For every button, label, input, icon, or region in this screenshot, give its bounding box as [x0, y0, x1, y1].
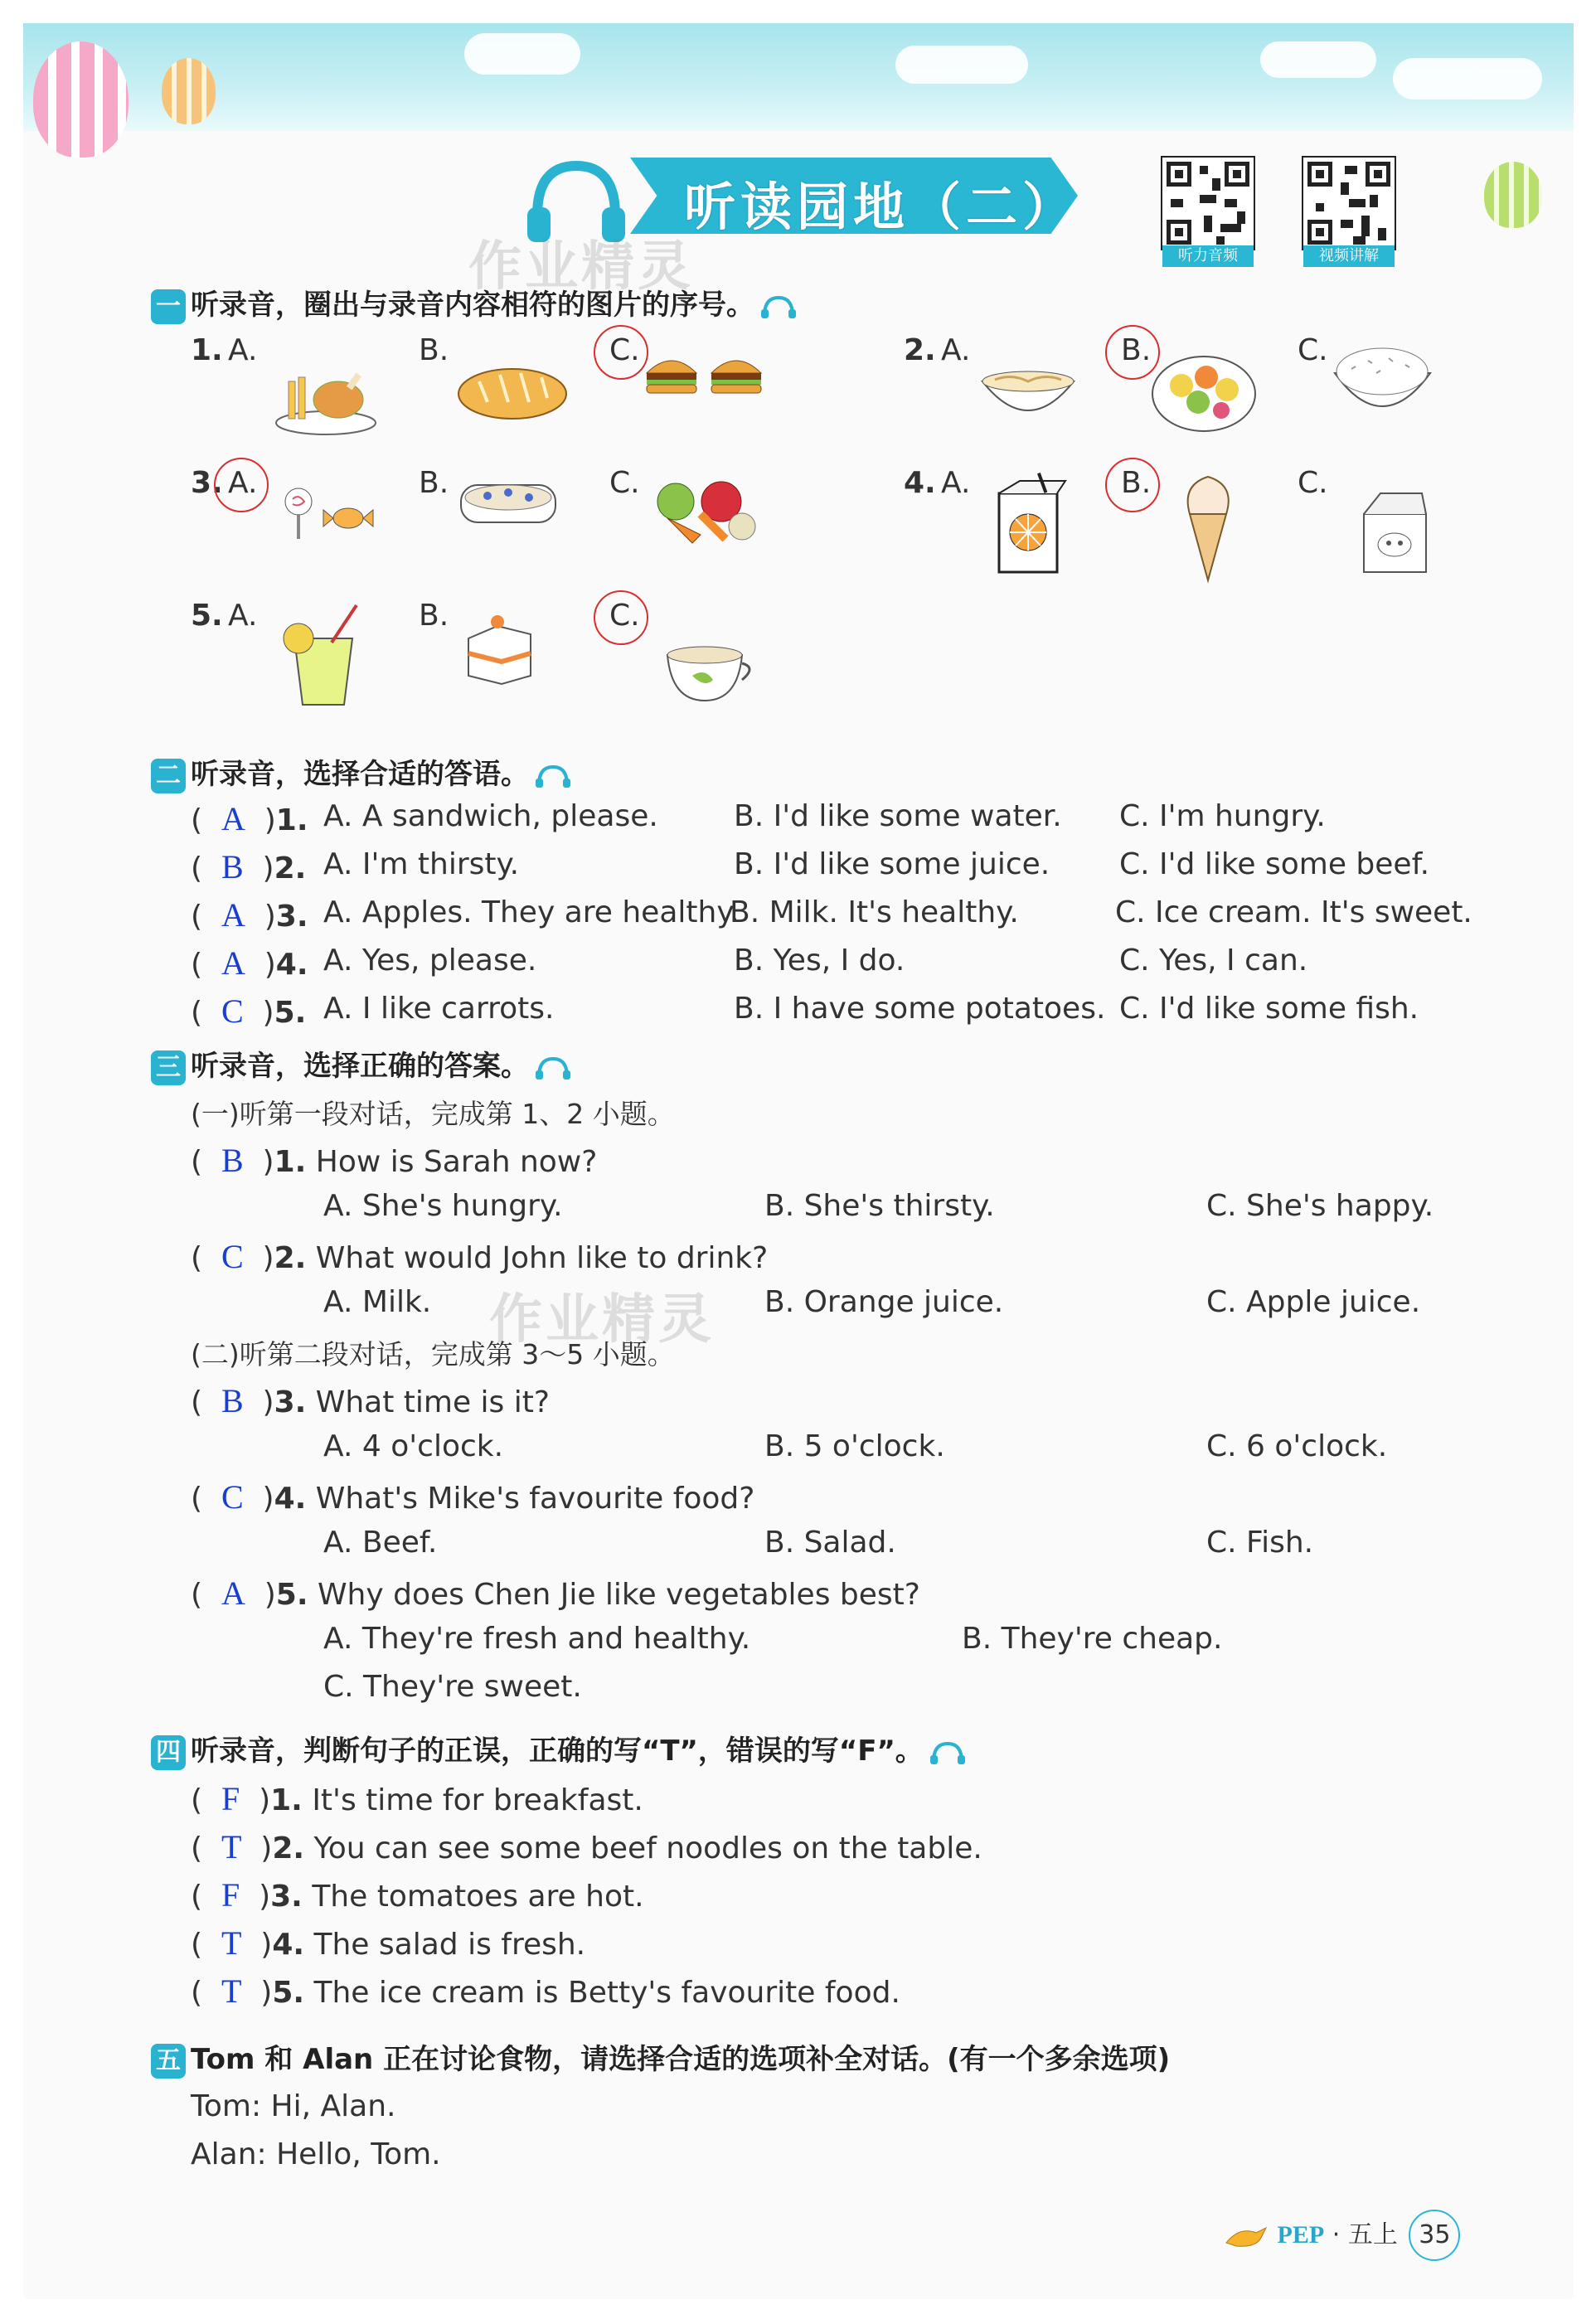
qr-pattern-icon	[1303, 158, 1395, 249]
choice-c: C. They're sweet.	[323, 1670, 582, 1704]
choice-b: B. Yes, I do.	[734, 944, 905, 978]
answer-circle	[1105, 458, 1160, 512]
choice-a: A. I like carrots.	[323, 992, 555, 1026]
grade-label: · 五上	[1332, 2220, 1398, 2249]
row-number: 3.	[270, 1880, 303, 1914]
hamburgers-icon	[643, 348, 767, 406]
choice-a: A. They're fresh and healthy.	[323, 1622, 751, 1656]
answer-fill[interactable]: C	[221, 1238, 244, 1275]
statement-text: The tomatoes are hot.	[312, 1880, 644, 1914]
qr-label-video: 视频讲解	[1303, 245, 1395, 267]
option-b[interactable]: B.	[1121, 466, 1152, 500]
answer-fill[interactable]: B	[221, 848, 244, 885]
section2-heading	[151, 751, 572, 793]
answer-row: ( B )2.	[191, 848, 307, 885]
option-c[interactable]: C.	[1298, 333, 1328, 367]
option-b[interactable]: B.	[419, 333, 449, 367]
item-number: 2.	[904, 333, 936, 367]
row-number: 4.	[275, 948, 308, 982]
title-text: 听读园地（二）	[684, 177, 1079, 237]
option-a[interactable]: A.	[228, 466, 258, 500]
answer-fill[interactable]: B	[221, 1142, 244, 1179]
qr-code-video[interactable]	[1302, 156, 1396, 250]
tea-icon	[659, 638, 759, 709]
option-a[interactable]: A.	[941, 466, 971, 500]
watermark: 作业精灵	[489, 1289, 715, 1351]
juice-box-icon	[991, 473, 1070, 576]
qr-label-audio: 听力音频	[1162, 245, 1254, 267]
lemonade-icon	[274, 601, 369, 709]
choice-c: C. Yes, I can.	[1119, 944, 1308, 978]
choice-a: A. Yes, please.	[323, 944, 537, 978]
choice-b: B. I have some potatoes.	[734, 992, 1106, 1026]
qr-pattern-icon	[1162, 158, 1254, 249]
tf-row: ( T )4. The salad is fresh.	[191, 1924, 586, 1962]
statement-text: The ice cream is Betty's favourite food.	[313, 1976, 900, 2010]
section3-heading-text: 听录音，选择正确的答案。	[191, 1050, 529, 1083]
salad-icon	[1148, 344, 1260, 435]
question-text: What would John like to drink?	[315, 1241, 769, 1275]
chicken-fries-icon	[272, 348, 380, 439]
answer-circle	[214, 458, 269, 512]
option-b[interactable]: B.	[419, 599, 449, 633]
question-row: ( C )4. What's Mike's favourite food?	[191, 1478, 755, 1516]
choice-c: C. Ice cream. It's sweet.	[1115, 895, 1472, 929]
choice-c: C. I'd like some fish.	[1119, 992, 1419, 1026]
option-b[interactable]: B.	[1121, 333, 1152, 367]
choice-b: B. Salad.	[764, 1526, 896, 1560]
choice-b: B. 5 o'clock.	[764, 1429, 945, 1463]
section5-heading	[151, 2036, 1170, 2079]
cloud-decoration	[895, 46, 1028, 84]
answer-fill[interactable]: A	[221, 944, 245, 982]
part-instruction: (一)听第一段对话，完成第 1、2 小题。	[191, 1098, 675, 1130]
tf-row: ( T )5. The ice cream is Betty's favourite food.	[191, 1972, 900, 2010]
audio-icon	[534, 764, 572, 788]
row-number: 4.	[272, 1928, 305, 1962]
row-number: 5.	[274, 996, 307, 1030]
item-number: 4.	[904, 466, 936, 500]
page-footer	[1223, 2210, 1460, 2261]
choice-b: B. I'd like some juice.	[734, 847, 1050, 881]
noodles-icon	[978, 357, 1078, 431]
question-number: 4.	[274, 1482, 307, 1516]
section4-heading-text: 听录音，判断句子的正误，正确的写“T”，错误的写“F”。	[191, 1734, 924, 1768]
statement-text: You can see some beef noodles on the table.	[313, 1831, 982, 1865]
section2-heading-text: 听录音，选择合适的答语。	[191, 758, 529, 791]
choice-b: B. Milk. It's healthy.	[730, 895, 1019, 929]
row-number: 5.	[272, 1976, 305, 2010]
option-c[interactable]: C.	[609, 333, 640, 367]
audio-icon	[534, 1055, 572, 1080]
row-number: 2.	[272, 1831, 305, 1865]
answer-row: ( A )3.	[191, 896, 308, 934]
page-number: 35	[1409, 2210, 1460, 2261]
row-number: 3.	[275, 900, 308, 934]
answer-fill[interactable]: A	[221, 1574, 245, 1612]
qr-code-audio[interactable]	[1161, 156, 1255, 250]
choice-b: B. They're cheap.	[962, 1622, 1223, 1656]
answer-fill[interactable]: A	[221, 896, 245, 934]
milk-carton-icon	[1351, 485, 1443, 576]
choice-a: A. Apples. They are healthy.	[323, 895, 740, 929]
tf-row: ( F )3. The tomatoes are hot.	[191, 1876, 644, 1914]
series-name: PEP	[1277, 2221, 1325, 2249]
candy-icon	[278, 481, 377, 543]
cloud-decoration	[1393, 58, 1542, 99]
answer-row: ( A )4.	[191, 944, 308, 982]
answer-fill[interactable]: C	[221, 1478, 244, 1516]
option-c[interactable]: C.	[609, 466, 640, 500]
option-c[interactable]: C.	[609, 599, 640, 633]
balloon-icon	[33, 41, 129, 158]
answer-fill[interactable]: F	[221, 1876, 240, 1914]
item-number: 5.	[191, 599, 223, 633]
dialogue-line: Tom: Hi, Alan.	[191, 2089, 396, 2123]
answer-row: ( A )1.	[191, 800, 308, 837]
row-number: 2.	[274, 851, 307, 885]
option-b[interactable]: B.	[419, 466, 449, 500]
answer-fill[interactable]: T	[221, 1828, 242, 1865]
tf-row: ( T )2. You can see some beef noodles on the table.	[191, 1828, 982, 1865]
cloud-decoration	[1260, 41, 1376, 78]
question-row: ( B )3. What time is it?	[191, 1382, 550, 1419]
bread-icon	[454, 357, 570, 423]
choice-a: A. She's hungry.	[323, 1189, 563, 1223]
question-row: ( C )2. What would John like to drink?	[191, 1238, 769, 1275]
option-a[interactable]: A.	[228, 599, 258, 633]
ice-cream-icon	[1173, 468, 1244, 585]
choice-a: A. I'm thirsty.	[323, 847, 520, 881]
answer-fill[interactable]: B	[221, 1382, 244, 1419]
row-number: 1.	[270, 1783, 303, 1817]
audio-icon	[929, 1740, 967, 1765]
section5-badge: 五	[151, 2044, 186, 2079]
row-number: 1.	[275, 803, 308, 837]
choice-a: A. Beef.	[323, 1526, 438, 1560]
section5-heading-text: Tom 和 Alan 正在讨论食物，请选择合适的选项补全对话。(有一个多余选项)	[191, 2043, 1171, 2076]
answer-row: ( C )5.	[191, 992, 307, 1030]
question-row: ( A )5. Why does Chen Jie like vegetables best?	[191, 1574, 920, 1612]
balloon-icon	[1484, 162, 1542, 228]
answer-fill[interactable]: T	[221, 1972, 242, 2010]
tf-row: ( F )1. It's time for breakfast.	[191, 1780, 643, 1817]
answer-fill[interactable]: T	[221, 1924, 242, 1962]
bird-icon	[1223, 2221, 1269, 2251]
choice-c: C. I'm hungry.	[1119, 799, 1326, 833]
choice-c: C. 6 o'clock.	[1206, 1429, 1388, 1463]
section2-badge: 二	[151, 759, 186, 793]
option-a[interactable]: A.	[941, 333, 971, 367]
statement-text: It's time for breakfast.	[312, 1783, 643, 1817]
part-instruction: (二)听第二段对话，完成第 3～5 小题。	[191, 1338, 675, 1371]
choice-b: B. Orange juice.	[764, 1285, 1004, 1319]
section1-badge: 一	[151, 289, 186, 324]
audio-icon	[759, 294, 798, 319]
option-c[interactable]: C.	[1298, 466, 1328, 500]
statement-text: The salad is fresh.	[313, 1928, 586, 1962]
fish-dish-icon	[454, 473, 562, 531]
question-text: What's Mike's favourite food?	[315, 1482, 755, 1516]
question-text: Why does Chen Jie like vegetables best?	[317, 1578, 920, 1612]
rice-icon	[1331, 340, 1434, 419]
choice-b: B. I'd like some water.	[734, 799, 1062, 833]
question-number: 2.	[274, 1241, 307, 1275]
choice-c: C. I'd like some beef.	[1119, 847, 1430, 881]
answer-fill[interactable]: C	[221, 992, 244, 1030]
cake-icon	[460, 605, 539, 688]
question-row: ( B )1. How is Sarah now?	[191, 1142, 598, 1179]
choice-c: C. Apple juice.	[1206, 1285, 1421, 1319]
section3-heading	[151, 1043, 572, 1085]
choice-a: A. 4 o'clock.	[323, 1429, 504, 1463]
section3-badge: 三	[151, 1050, 186, 1085]
question-number: 5.	[275, 1578, 308, 1612]
question-number: 1.	[274, 1145, 307, 1179]
cloud-decoration	[464, 33, 580, 75]
choice-a: A. Milk.	[323, 1285, 432, 1319]
section4-badge: 四	[151, 1735, 186, 1770]
vegetables-icon	[643, 468, 763, 547]
option-a[interactable]: A.	[228, 333, 258, 367]
choice-c: C. She's happy.	[1206, 1189, 1434, 1223]
watermark: 作业精灵	[468, 236, 694, 298]
question-text: What time is it?	[315, 1385, 550, 1419]
dialogue-line: Alan: Hello, Tom.	[191, 2137, 441, 2171]
section4-heading	[151, 1728, 967, 1770]
item-number: 1.	[191, 333, 223, 367]
choice-c: C. Fish.	[1206, 1526, 1314, 1560]
choice-b: B. She's thirsty.	[764, 1189, 995, 1223]
item-number: 3.	[191, 466, 223, 500]
section1-heading-text: 听录音，圈出与录音内容相符的图片的序号。	[191, 289, 754, 322]
question-text: How is Sarah now?	[315, 1145, 598, 1179]
answer-circle	[594, 590, 648, 645]
section1-heading	[151, 282, 798, 324]
balloon-icon	[162, 58, 216, 124]
answer-circle	[594, 325, 648, 380]
question-number: 3.	[274, 1385, 307, 1419]
answer-fill[interactable]: F	[221, 1780, 240, 1817]
answer-fill[interactable]: A	[221, 800, 245, 837]
choice-a: A. A sandwich, please.	[323, 799, 658, 833]
